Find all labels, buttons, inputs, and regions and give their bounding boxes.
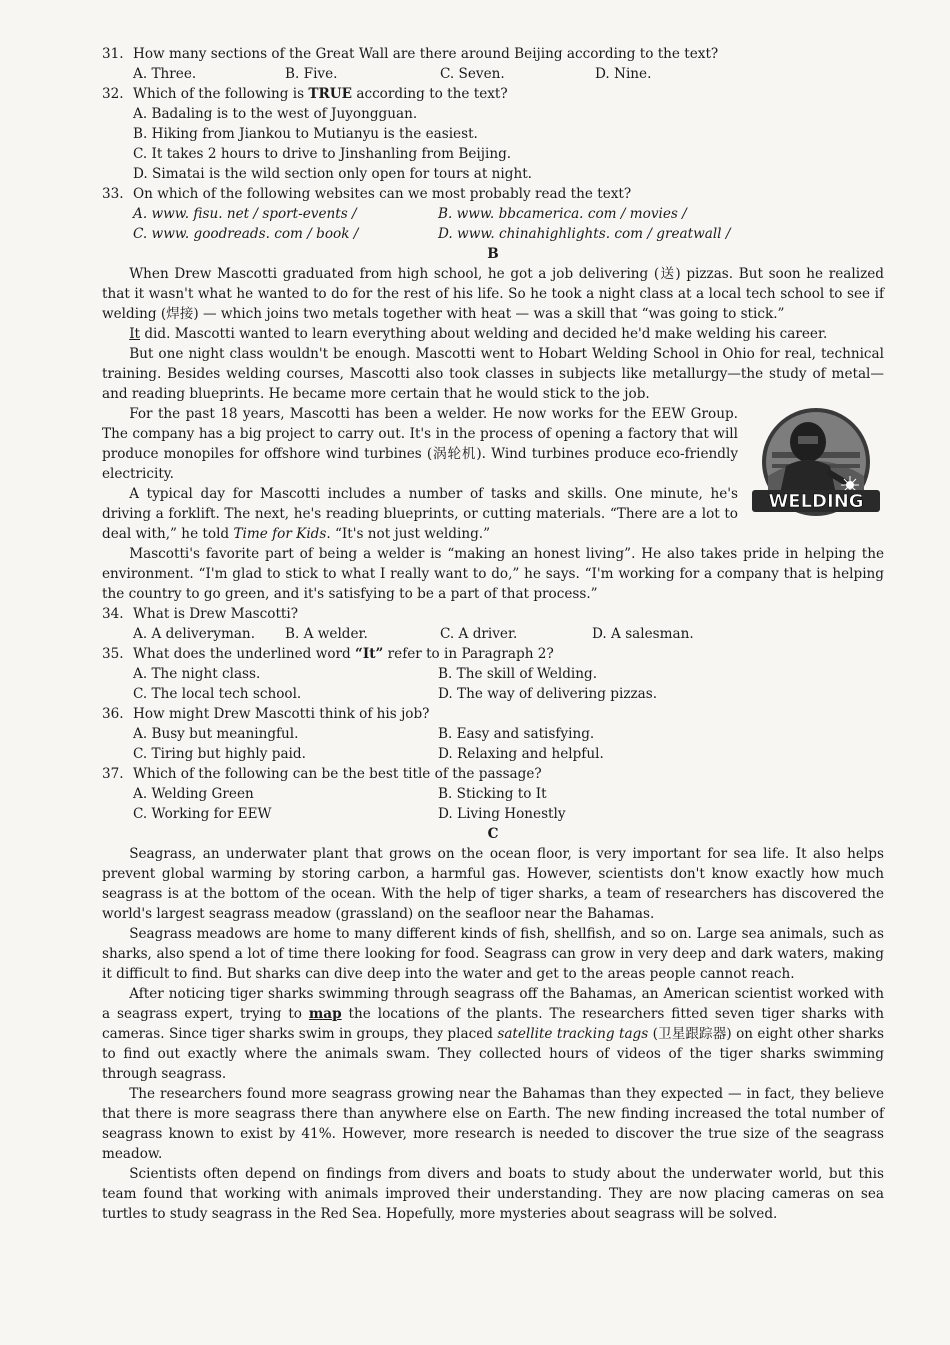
question-36 — [102, 704, 884, 724]
option-a: A. A deliveryman. — [133, 626, 256, 642]
passage-b-paragraph-1: When Drew Mascotti graduated from high school, he got a job delivering (送) pizzas. But soon he realized that it wasn't what he wanted to do for the rest of his life. So he took a night class at a local tech school to see if welding (焊接) — which joins two metals together with heat — was a skill that “was going to stick.” — [102, 266, 884, 322]
passage-c-paragraph-5: Scientists often depend on findings from divers and boats to study about the underwater world, but this team found that working with animals improved their understanding. They are now placing cameras on sea turtles to study seagrass in the Red Sea. Hopefully, more mysteries about seagrass will be solved. — [102, 1166, 884, 1222]
welding-image — [748, 406, 884, 524]
options-row — [102, 624, 884, 644]
welding-logo-text: WELDING — [768, 491, 864, 512]
passage-b-paragraph-4: For the past 18 years, Mascotti has been a welder. He now works for the EEW Group. The company has a big project to carry out. It's in the process of opening a factory that will produce monopiles for offshore wind turbines (涡轮机). Wind turbines produce eco-friendly electricity. — [102, 406, 738, 482]
underlined-word-map: map — [308, 1006, 342, 1022]
question-34 — [102, 604, 884, 624]
options-row — [102, 724, 884, 744]
passage-c-paragraph-3: After noticing tiger sharks swimming through seagrass off the Bahamas, an American scientist worked with a seagrass expert, trying to map the locations of the plants. The researchers fitted seven tiger sharks with cameras. Since tiger sharks swim in groups, they placed satellite tracking tags (卫星跟踪器) on eight other sharks to find out exactly where the animals swam. They collected hours of videos of the tiger sharks swimming through seagrass. — [102, 986, 884, 1082]
options-row — [102, 664, 884, 684]
question-number: 37. — [102, 766, 124, 782]
options-row — [102, 64, 884, 84]
passage-b-paragraph-3: But one night class wouldn't be enough. Mascotti went to Hobart Welding School in Ohio for real, technical training. Besides welding courses, Mascotti also took classes in subjects like metallurgy—the study of metal—and reading blueprints. He became more certain that he would stick to the job. — [102, 346, 884, 402]
options-row — [102, 744, 884, 764]
question-33 — [102, 184, 884, 204]
option-d: D. Simatai is the wild section only open for tours at night. — [133, 166, 532, 182]
option-b: B. Five. — [285, 66, 338, 82]
option-a: A. Three. — [133, 66, 197, 82]
option-d: D. Living Honestly — [438, 806, 566, 822]
question-text: Which of the following can be the best title of the passage? — [133, 766, 542, 782]
underlined-word-it: It — [129, 326, 141, 342]
option-a: A. www. fisu. net / sport-events / — [133, 206, 357, 222]
question-number: 35. — [102, 646, 124, 662]
question-37 — [102, 764, 884, 784]
option-c: C. It takes 2 hours to drive to Jinshanling from Beijing. — [133, 146, 512, 162]
option-b: B. Hiking from Jiankou to Mutianyu is the easiest. — [133, 126, 478, 142]
section-heading-b: B — [487, 246, 499, 262]
question-text: What does the underlined word “It” refer to in Paragraph 2? — [133, 646, 554, 662]
question-text: What is Drew Mascotti? — [133, 606, 299, 622]
passage-b-paragraph-6: Mascotti's favorite part of being a welder is “making an honest living”. He also takes pride in helping the environment. “I'm glad to stick to what I really want to do,” he says. “I'm working for a company that is helping the country to go green, and it's satisfying to be a part of that process.” — [102, 546, 884, 602]
option-c: C. Working for EEW — [133, 806, 272, 822]
option-c: C. Seven. — [440, 66, 505, 82]
passage-b-paragraph-2: It did. Mascotti wanted to learn everything about welding and decided he'd make welding his career. — [129, 326, 828, 342]
option-a: A. Welding Green — [133, 786, 254, 802]
option-a: A. Busy but meaningful. — [133, 726, 299, 742]
question-text: How might Drew Mascotti think of his job? — [133, 706, 430, 722]
option-d: D. Nine. — [595, 66, 652, 82]
option-a: A. Badaling is to the west of Juyongguan. — [133, 106, 418, 122]
question-number: 32. — [102, 86, 124, 102]
option-d: D. The way of delivering pizzas. — [438, 686, 658, 702]
options-row — [102, 684, 884, 704]
passage-c-paragraph-1: Seagrass, an underwater plant that grows on the ocean floor, is very important for sea life. It also helps prevent global warming by storing carbon, a harmful gas. However, scientists don't know exactly how much seagrass is at the bottom of the ocean. With the help of tiger sharks, a team of researchers has discovered the world's largest seagrass meadow (grassland) on the seafloor near the Bahamas. — [102, 846, 884, 922]
welder-illustration — [748, 406, 884, 524]
passage-c-paragraph-4: The researchers found more seagrass growing near the Bahamas than they expected — in fact, they believe that there is more seagrass there than anywhere else on Earth. The new finding increased the total number of seagrass known to exist by 41%. However, more research is needed to discover the true size of the seagrass meadow. — [102, 1086, 884, 1162]
question-35 — [102, 644, 884, 664]
question-number: 36. — [102, 706, 124, 722]
section-heading-c: C — [487, 826, 499, 842]
exam-page — [102, 44, 884, 1224]
question-number: 34. — [102, 606, 124, 622]
option-c: C. Tiring but highly paid. — [133, 746, 306, 762]
question-number: 33. — [102, 186, 124, 202]
options-row — [102, 804, 884, 824]
options-row — [102, 204, 884, 224]
question-text: How many sections of the Great Wall are there around Beijing according to the text? — [133, 46, 719, 62]
question-number: 31. — [102, 46, 124, 62]
question-32 — [102, 84, 884, 104]
passage-c-paragraph-2: Seagrass meadows are home to many different kinds of fish, shellfish, and so on. Large sea animals, such as sharks, also spend a lot of time there looking for food. Seagrass can grow in very deep and dark waters, making it difficult to find. But sharks can dive deep into the water and get to the areas people cannot reach. — [102, 926, 884, 982]
options-row — [102, 224, 884, 244]
option-d: D. Relaxing and helpful. — [438, 746, 604, 762]
options-row — [102, 784, 884, 804]
option-a: A. The night class. — [133, 666, 261, 682]
option-b: B. Sticking to It — [438, 786, 547, 802]
option-b: B. Easy and satisfying. — [438, 726, 595, 742]
option-b: B. The skill of Welding. — [438, 666, 598, 682]
option-d: D. A salesman. — [592, 626, 694, 642]
option-c: C. www. goodreads. com / book / — [133, 226, 359, 242]
option-c: C. The local tech school. — [133, 686, 302, 702]
question-31 — [102, 44, 884, 64]
option-b: B. www. bbcamerica. com / movies / — [438, 206, 687, 222]
option-d: D. www. chinahighlights. com / greatwall / — [438, 226, 731, 242]
question-text: On which of the following websites can we most probably read the text? — [133, 186, 632, 202]
passage-b-paragraph-5: A typical day for Mascotti includes a number of tasks and skills. One minute, he's driving a forklift. The next, he's reading blueprints, or cutting materials. “There are a lot to deal with,” he told Time for Kids. “It's not just welding.” — [102, 486, 738, 542]
option-c: C. A driver. — [440, 626, 518, 642]
question-text: Which of the following is TRUE according to the text? — [133, 86, 508, 102]
option-b: B. A welder. — [285, 626, 368, 642]
